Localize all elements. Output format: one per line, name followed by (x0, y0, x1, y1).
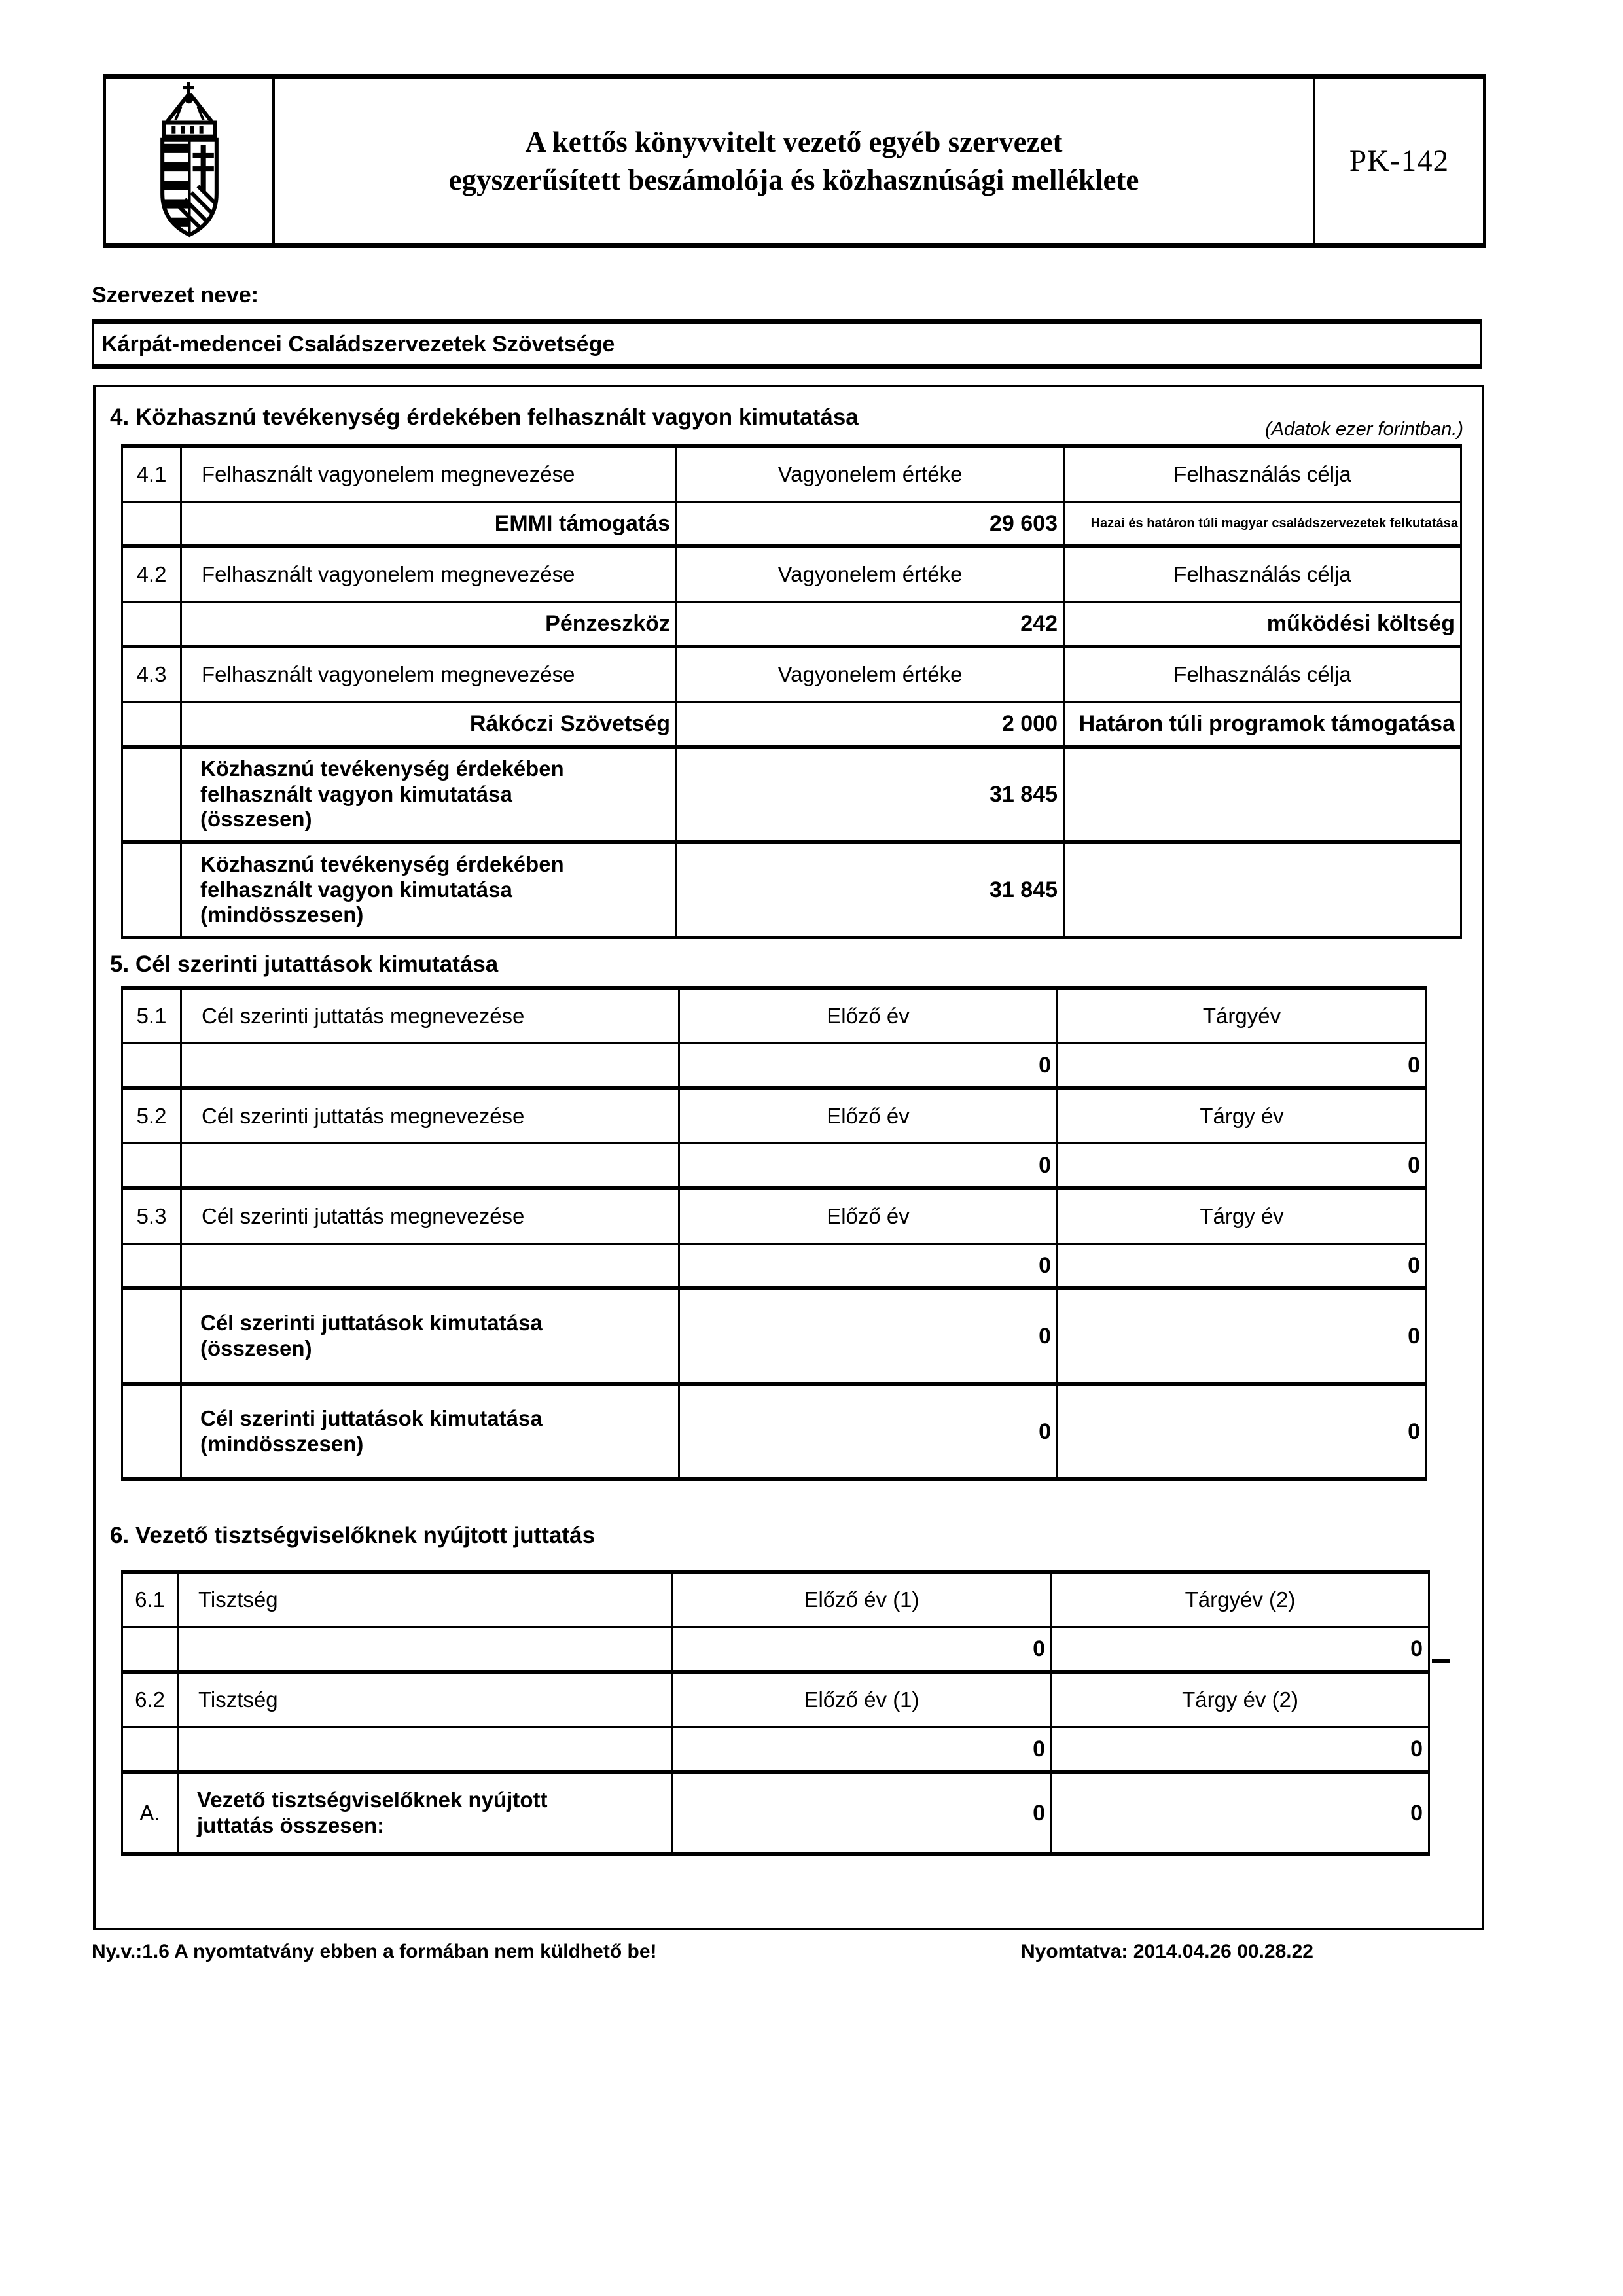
total-current-year: 0 (1410, 1800, 1423, 1826)
table-row-5-2-header (121, 1086, 1427, 1142)
col-header-asset-value: Vagyonelem értéke (677, 448, 1065, 501)
footer-version-note: Ny.v.:1.6 A nyomtatvány ebben a formában nem küldhető be! (92, 1941, 657, 1962)
table-row-4-3-data (121, 701, 1462, 745)
table-row-6-2-data (121, 1726, 1430, 1770)
row-number-empty (123, 1728, 179, 1770)
total-current-year: 0 (1408, 1323, 1420, 1349)
col-header-purpose: Felhasználás célja (1173, 562, 1351, 586)
total-label: Cél szerinti juttatások kimutatása (összesen) (182, 1290, 680, 1382)
form-title (275, 79, 1315, 243)
table-row-4-3-header (121, 645, 1462, 701)
previous-year-value: 0 (680, 1144, 1058, 1186)
row-number-empty (123, 703, 182, 745)
table-row-5-grand-total (121, 1382, 1427, 1477)
asset-purpose-value: Hazai és határon túli magyar családszervezetek felkutatása (1090, 516, 1458, 531)
col-header-position: Tisztség (179, 1574, 673, 1626)
table-row-4-1-header (121, 444, 1462, 501)
row-number: 5.3 (123, 1190, 182, 1243)
col-header-previous-year: Előző év (1) (673, 1574, 1052, 1626)
table-row-4-1-data (121, 501, 1462, 544)
col-header-asset-name: Felhasznált vagyonelem megnevezése (182, 448, 677, 501)
col-header-purpose: Felhasználás célja (1173, 662, 1351, 686)
row-number-empty (123, 603, 182, 645)
col-header-previous-year: Előző év (1) (673, 1674, 1052, 1726)
table-row-5-3-data (121, 1243, 1427, 1286)
org-name-box (92, 319, 1482, 369)
grand-total-current-year: 0 (1408, 1419, 1420, 1444)
previous-year-value: 0 (673, 1628, 1052, 1670)
col-header-current-year: Tárgyév (1202, 1004, 1281, 1028)
col-header-grant-name: Cél szerinti juttatás megnevezése (182, 1090, 680, 1142)
table-row-6-1-header (121, 1570, 1430, 1626)
col-header-current-year: Tárgy év (1200, 1104, 1284, 1128)
asset-name-value: EMMI támogatás (182, 503, 677, 544)
grand-total-label: Cél szerinti juttatások kimutatása (mindösszesen) (182, 1386, 680, 1477)
row-number: 4.1 (123, 448, 182, 501)
col-header-grant-name: Cél szerinti juttatás megnevezése (182, 990, 680, 1042)
col-header-purpose: Felhasználás célja (1173, 462, 1351, 486)
logo-cell (106, 79, 275, 243)
asset-value: 242 (677, 603, 1065, 645)
total-label: Vezető tisztségviselőknek nyújtott juttatás összesen: (179, 1774, 673, 1852)
unit-note: (Adatok ezer forintban.) (1264, 419, 1463, 440)
footer-printed-timestamp: Nyomtatva: 2014.04.26 00.28.22 (1021, 1941, 1313, 1962)
col-header-asset-name: Felhasznált vagyonelem megnevezése (182, 648, 677, 701)
col-header-previous-year: Előző év (680, 990, 1058, 1042)
asset-name-value: Rákóczi Szövetség (182, 703, 677, 745)
current-year-value: 0 (1408, 1152, 1420, 1178)
total-previous-year: 0 (673, 1774, 1052, 1852)
total-previous-year: 0 (680, 1290, 1058, 1382)
form-title-line1: A kettős könyvvitelt vezető egyéb szervezet (525, 125, 1063, 158)
empty-cell (1065, 749, 1460, 840)
table-row-6-total (121, 1770, 1430, 1852)
hungary-coat-of-arms-icon (145, 82, 234, 240)
asset-name-value: Pénzeszköz (182, 603, 677, 645)
table-row-6-2-header (121, 1670, 1430, 1726)
grand-total-value: 31 845 (677, 844, 1065, 936)
row-number-empty (123, 1386, 182, 1477)
section4-table (121, 444, 1462, 939)
col-header-current-year: Tárgyév (2) (1185, 1587, 1296, 1612)
col-header-previous-year: Előző év (680, 1190, 1058, 1243)
col-header-asset-value: Vagyonelem értéke (677, 548, 1065, 601)
section6-table (121, 1570, 1430, 1856)
row-number-empty (123, 1628, 179, 1670)
row-number: 4.3 (123, 648, 182, 701)
current-year-value: 0 (1408, 1252, 1420, 1278)
grant-name-empty (182, 1144, 680, 1186)
table-row-4-grand-total (121, 840, 1462, 936)
current-year-value: 0 (1408, 1052, 1420, 1078)
section4-title: 4. Közhasznú tevékenység érdekében felhasznált vagyon kimutatása (110, 404, 859, 430)
table-row-4-total (121, 745, 1462, 840)
row-number-empty (123, 1290, 182, 1382)
row-number: 5.2 (123, 1090, 182, 1142)
section5-title: 5. Cél szerinti jutattások kimutatása (110, 951, 499, 977)
asset-purpose-value: működési költség (1266, 610, 1455, 636)
col-header-current-year: Tárgy év (2) (1182, 1687, 1298, 1712)
org-name-label: Szervezet neve: (92, 283, 259, 308)
position-empty (179, 1628, 673, 1670)
form-header (103, 74, 1486, 248)
previous-year-value: 0 (673, 1728, 1052, 1770)
current-year-value: 0 (1410, 1736, 1423, 1761)
row-number-empty (123, 1245, 182, 1286)
row-number: 4.2 (123, 548, 182, 601)
table-row-5-2-data (121, 1142, 1427, 1186)
row-number-empty (123, 749, 182, 840)
section6-title: 6. Vezető tisztségviselőknek nyújtott juttatás (110, 1523, 596, 1548)
asset-value: 2 000 (677, 703, 1065, 745)
previous-year-value: 0 (680, 1245, 1058, 1286)
row-divider-tick (1432, 1659, 1450, 1663)
table-row-6-1-data (121, 1626, 1430, 1670)
total-value: 31 845 (677, 749, 1065, 840)
org-name-value: Kárpát-medencei Családszervezetek Szövetsége (101, 331, 615, 357)
row-number-empty (123, 503, 182, 544)
col-header-position: Tisztség (179, 1674, 673, 1726)
row-number: 6.2 (123, 1674, 179, 1726)
total-label: Közhasznú tevékenység érdekében felhasznált vagyon kimutatása (összesen) (182, 749, 677, 840)
row-number: 5.1 (123, 990, 182, 1042)
section5-table (121, 986, 1427, 1481)
asset-purpose-value: Határon túli programok támogatása (1079, 711, 1455, 736)
col-header-previous-year: Előző év (680, 1090, 1058, 1142)
row-number-empty (123, 1044, 182, 1086)
row-number: 6.1 (123, 1574, 179, 1626)
grand-total-previous-year: 0 (680, 1386, 1058, 1477)
grant-name-empty (182, 1245, 680, 1286)
table-row-5-total (121, 1286, 1427, 1382)
table-row-5-1-data (121, 1042, 1427, 1086)
form-code: PK-142 (1349, 144, 1450, 178)
asset-value: 29 603 (677, 503, 1065, 544)
empty-cell (1065, 844, 1460, 936)
col-header-grant-name: Cél szerinti jutattás megnevezése (182, 1190, 680, 1243)
row-number-empty (123, 1144, 182, 1186)
current-year-value: 0 (1410, 1636, 1423, 1661)
row-number-empty (123, 844, 182, 936)
col-header-asset-value: Vagyonelem értéke (677, 648, 1065, 701)
form-body (93, 385, 1484, 1930)
table-row-5-1-header (121, 986, 1427, 1042)
previous-year-value: 0 (680, 1044, 1058, 1086)
form-title-line2: egyszerűsített beszámolója és közhasznúsági melléklete (448, 164, 1139, 196)
position-empty (179, 1728, 673, 1770)
table-row-4-2-header (121, 544, 1462, 601)
row-letter: A. (123, 1774, 179, 1852)
table-row-5-3-header (121, 1186, 1427, 1243)
grant-name-empty (182, 1044, 680, 1086)
col-header-current-year: Tárgy év (1200, 1204, 1284, 1228)
table-row-4-2-data (121, 601, 1462, 645)
col-header-asset-name: Felhasznált vagyonelem megnevezése (182, 548, 677, 601)
grand-total-label: Közhasznú tevékenység érdekében felhasznált vagyon kimutatása (mindösszesen) (182, 844, 677, 936)
